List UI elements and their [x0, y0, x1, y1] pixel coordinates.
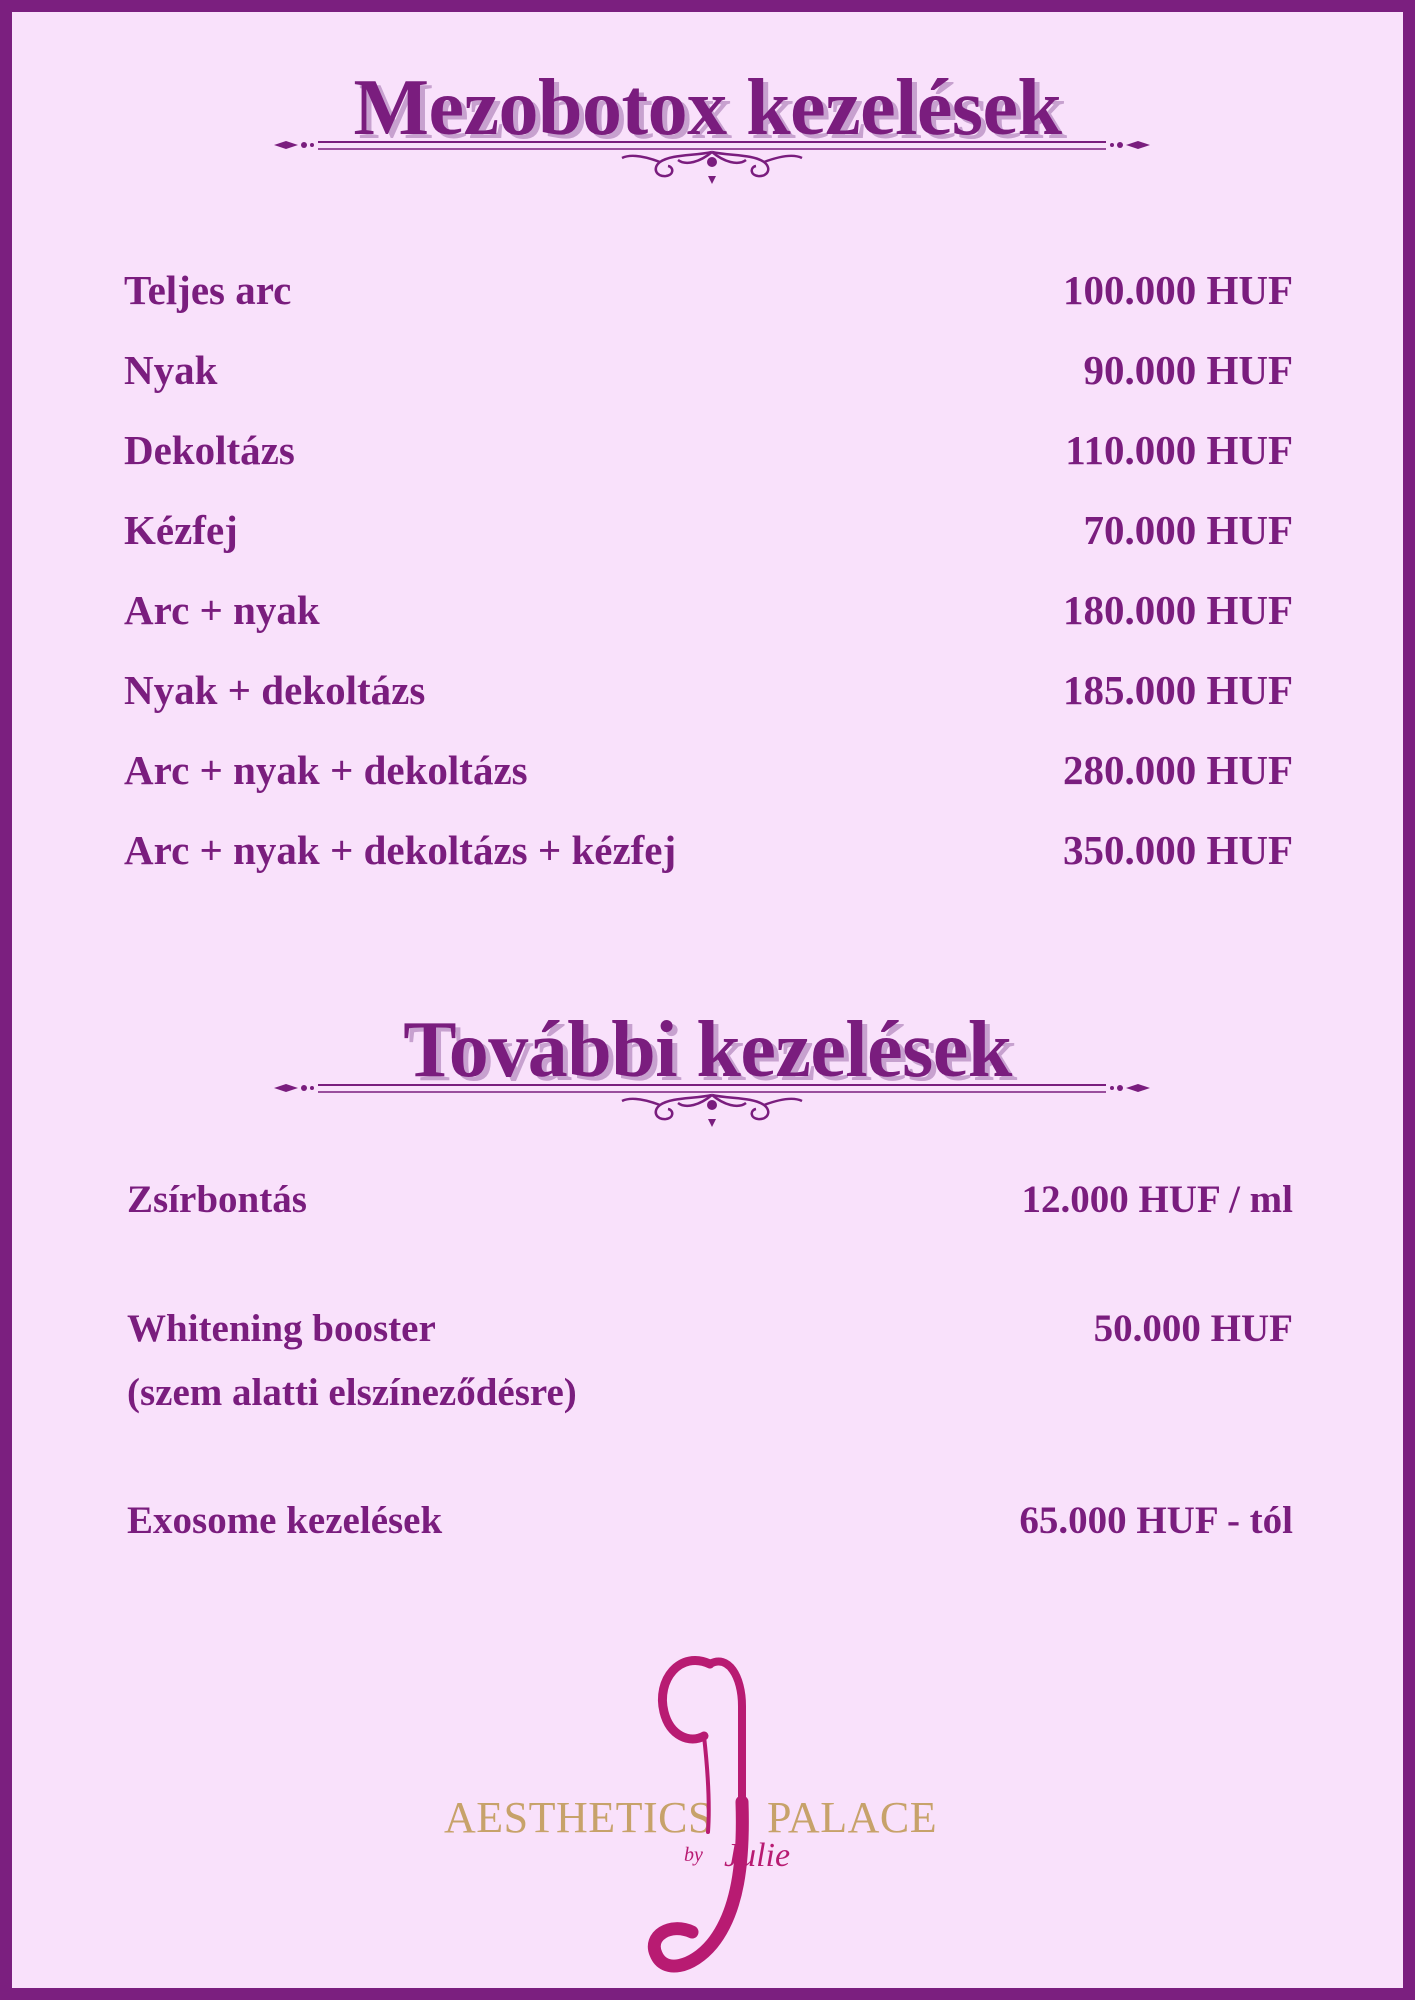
treatment-label: Dekoltázs: [124, 427, 295, 473]
treatment-label: Arc + nyak: [124, 587, 320, 633]
logo-word-right: PALACE: [767, 1793, 938, 1842]
brand-logo: [442, 1652, 982, 1982]
price-row: [124, 587, 1293, 633]
logo-by: by: [684, 1844, 703, 1866]
treatment-price: 180.000 HUF: [1062, 587, 1293, 633]
treatment-price: 350.000 HUF: [1062, 827, 1293, 873]
price-row: [124, 827, 1293, 873]
price-row: [124, 427, 1293, 473]
treatment-price: 185.000 HUF: [1062, 667, 1293, 713]
section-title-tovabbi: További kezelések: [403, 1006, 1012, 1094]
price-row: [127, 1180, 1293, 1219]
monogram-j-icon: [442, 1652, 982, 1982]
price-row: [124, 267, 1293, 313]
logo-script-name: Julie: [724, 1837, 791, 1874]
price-row: [127, 1309, 1293, 1348]
treatment-price: 90.000 HUF: [1083, 347, 1293, 393]
treatment-label: Exosome kezelések: [127, 1499, 443, 1542]
price-row: [124, 347, 1293, 393]
treatment-label: Kézfej: [124, 507, 238, 553]
logo-word-left: AESTHETICS: [444, 1793, 713, 1842]
treatment-label: Nyak + dekoltázs: [124, 667, 426, 713]
treatment-price: 100.000 HUF: [1062, 267, 1293, 313]
price-row: [124, 507, 1293, 553]
treatment-price: 70.000 HUF: [1083, 507, 1293, 553]
treatment-price: 280.000 HUF: [1062, 747, 1293, 793]
treatment-price: 65.000 HUF - tól: [1019, 1499, 1293, 1542]
price-row: [127, 1501, 1293, 1540]
treatment-label: Arc + nyak + dekoltázs: [124, 747, 528, 793]
treatment-price: 50.000 HUF: [1093, 1307, 1293, 1350]
treatment-price: 110.000 HUF: [1065, 427, 1293, 473]
price-row: [124, 747, 1293, 793]
price-row: [124, 667, 1293, 713]
treatment-price: 12.000 HUF / ml: [1021, 1178, 1293, 1221]
treatment-label: Whitening booster: [127, 1307, 436, 1350]
treatment-note: (szem alatti elszíneződésre): [127, 1371, 577, 1414]
section-title-mezobotox: Mezobotox kezelések: [353, 64, 1062, 152]
price-list-page: [12, 12, 1403, 1988]
treatment-label: Zsírbontás: [127, 1178, 307, 1221]
ornament-divider: [274, 1065, 1150, 1135]
treatment-label: Teljes arc: [124, 267, 292, 313]
ornament-divider: [274, 122, 1150, 192]
treatment-label: Nyak: [124, 347, 218, 393]
treatment-label: Arc + nyak + dekoltázs + kézfej: [124, 827, 677, 873]
